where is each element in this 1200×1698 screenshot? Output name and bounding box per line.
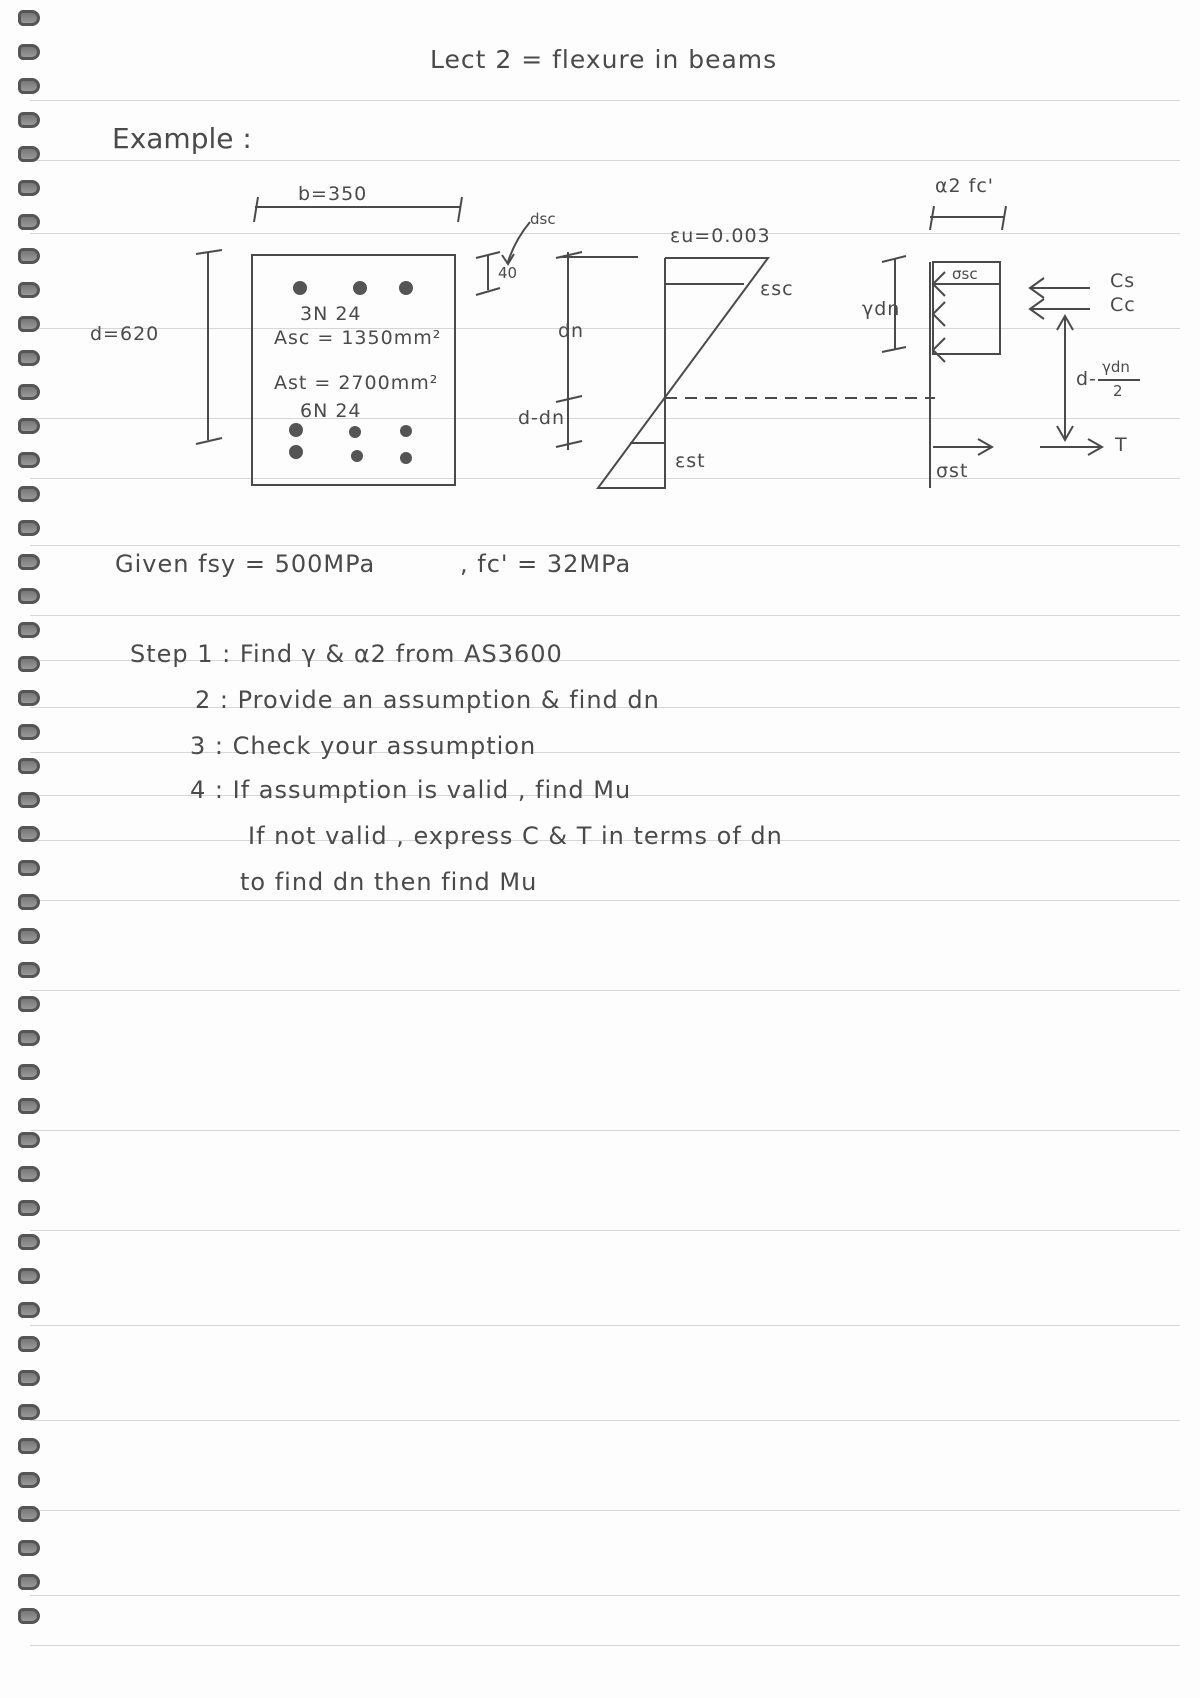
step-4-alternative: If not valid , express C & T in terms of dn [248, 822, 783, 850]
spiral-ring-icon [18, 690, 40, 706]
spiral-ring-icon [18, 588, 40, 604]
est-label: εst [675, 450, 706, 472]
spiral-ring-icon [18, 1064, 40, 1080]
spiral-ring-icon [18, 656, 40, 672]
spiral-ring-icon [18, 1200, 40, 1216]
spiral-ring-icon [18, 1506, 40, 1522]
ruled-line [30, 990, 1180, 991]
rebar-bottom [351, 450, 363, 462]
lever-arm-label: d- [1076, 368, 1097, 390]
asc-label: Asc = 1350mm² [274, 327, 442, 349]
given-fc: , fc' = 32MPa [460, 550, 632, 578]
spiral-ring-icon [18, 1608, 40, 1624]
spiral-ring-icon [18, 962, 40, 978]
dsc-label: dsc [530, 210, 556, 228]
spiral-ring-icon [18, 724, 40, 740]
spiral-ring-icon [18, 1302, 40, 1318]
d-minus-dn-label: d-dn [518, 407, 566, 429]
spiral-ring-icon [18, 1540, 40, 1556]
rebar-bottom [400, 452, 412, 464]
given-fsy: Given fsy = 500MPa [115, 550, 376, 578]
spiral-ring-icon [18, 1030, 40, 1046]
rebar-bottom [289, 445, 303, 459]
spiral-ring-icon [18, 554, 40, 570]
page-title: Lect 2 = flexure in beams [430, 45, 778, 74]
step-3: 3 : Check your assumption [190, 732, 537, 760]
example-heading: Example : [112, 122, 252, 155]
spiral-ring-icon [18, 1336, 40, 1352]
rebar-top [293, 281, 307, 295]
rebar-bottom [349, 426, 361, 438]
ruled-line [30, 615, 1180, 616]
top-bars-label: 3N 24 [300, 303, 362, 325]
ruled-line [30, 1325, 1180, 1326]
ruled-line [30, 1645, 1180, 1646]
beam-section-diagram [0, 0, 1200, 520]
spiral-ring-icon [18, 1574, 40, 1590]
ruled-line [30, 1510, 1180, 1511]
depth-label: d=620 [90, 323, 160, 345]
ruled-line [30, 1420, 1180, 1421]
spiral-ring-icon [18, 1404, 40, 1420]
spiral-ring-icon [18, 894, 40, 910]
spiral-ring-icon [18, 826, 40, 842]
ruled-line [30, 545, 1180, 546]
spiral-ring-icon [18, 1268, 40, 1284]
spiral-ring-icon [18, 1098, 40, 1114]
ruled-line [30, 1130, 1180, 1131]
step-2: 2 : Provide an assumption & find dn [195, 686, 660, 714]
ultimate-strain-label: εu=0.003 [670, 225, 771, 247]
rebar-bottom [289, 423, 303, 437]
dimension-tick [254, 197, 258, 222]
tension-label: T [1115, 434, 1128, 456]
ruled-line [30, 1595, 1180, 1596]
spiral-ring-icon [18, 928, 40, 944]
ruled-line [30, 1230, 1180, 1231]
spiral-ring-icon [18, 1370, 40, 1386]
spiral-ring-icon [18, 520, 40, 536]
spiral-ring-icon [18, 758, 40, 774]
dimension-tick [458, 197, 462, 222]
spiral-ring-icon [18, 1234, 40, 1250]
sigma-sc-label: σsc [952, 265, 978, 283]
cs-label: Cs [1110, 270, 1136, 292]
step-4-continuation: to find dn then find Mu [240, 868, 538, 896]
step-1: Step 1 : Find γ & α2 from AS3600 [130, 640, 563, 668]
spiral-ring-icon [18, 792, 40, 808]
spiral-ring-icon [18, 860, 40, 876]
lever-arm-numerator: γdn [1102, 358, 1130, 376]
arrow-icon [933, 338, 945, 362]
spiral-ring-icon [18, 1438, 40, 1454]
gamma-dn-label: γdn [862, 298, 901, 320]
ruled-line [30, 900, 1180, 901]
sigma-st-label: σst [936, 460, 969, 482]
spiral-ring-icon [18, 996, 40, 1012]
ast-label: Ast = 2700mm² [274, 372, 439, 394]
arrow-icon [933, 302, 945, 326]
dsc-leader-line [508, 222, 530, 262]
spiral-ring-icon [18, 1132, 40, 1148]
rebar-bottom [400, 425, 412, 437]
spiral-ring-icon [18, 1166, 40, 1182]
width-label: b=350 [298, 183, 368, 205]
spiral-ring-icon [18, 622, 40, 638]
rebar-top [399, 281, 413, 295]
dn-label: dn [558, 320, 585, 342]
alpha-fc-label: α2 fc' [935, 175, 995, 197]
esc-label: εsc [760, 278, 794, 300]
cc-label: Cc [1110, 294, 1136, 316]
lever-arm-denominator: 2 [1113, 382, 1123, 400]
spiral-ring-icon [18, 1472, 40, 1488]
bottom-bars-label: 6N 24 [300, 400, 362, 422]
step-4: 4 : If assumption is valid , find Mu [190, 776, 632, 804]
rebar-top [353, 281, 367, 295]
cover-label: 40 [498, 264, 518, 282]
